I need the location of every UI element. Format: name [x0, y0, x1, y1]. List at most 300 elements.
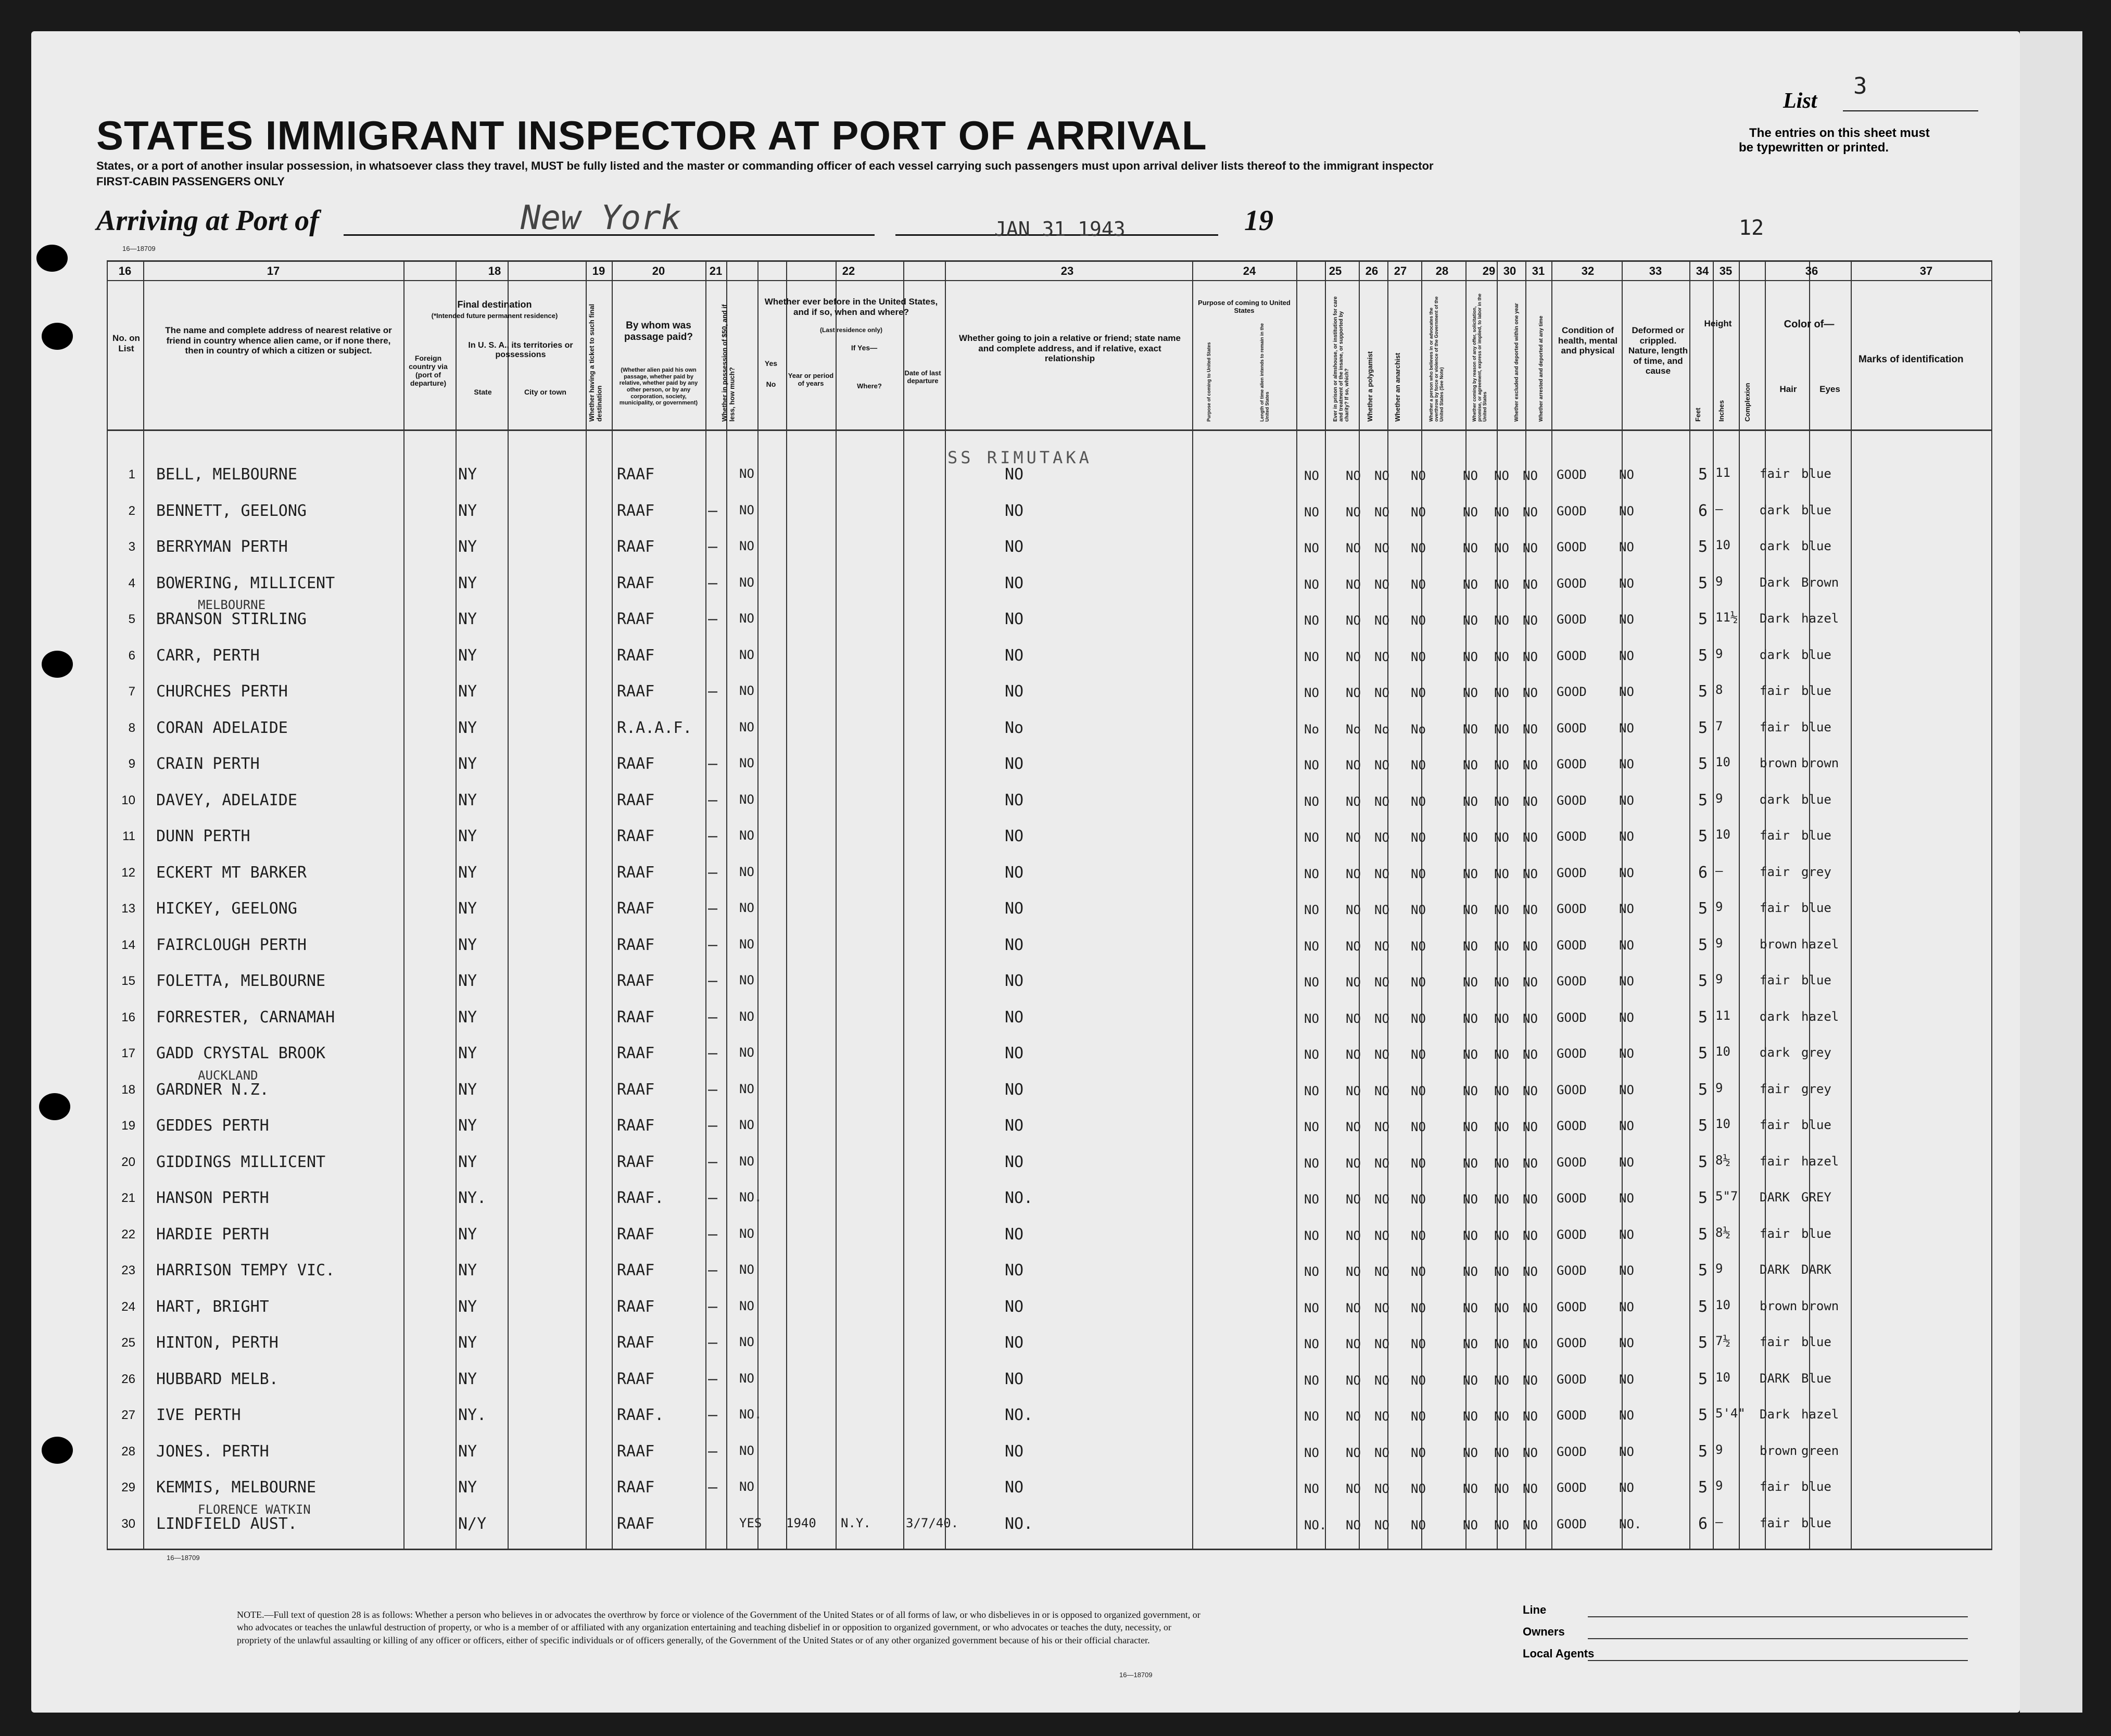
column-number: 28 — [1435, 264, 1449, 277]
list-label: List — [1783, 89, 1817, 113]
column-rule — [903, 260, 904, 1550]
anarchist-answer: NO — [1374, 1373, 1389, 1388]
q28-answer: NO — [1411, 686, 1426, 700]
joining-relative: NO. — [1005, 1189, 1033, 1207]
money-amount: — — [708, 935, 718, 954]
q29-answer: NO — [1463, 1517, 1478, 1532]
passenger-relative-address: LINDFIELD AUST. — [156, 1514, 297, 1533]
health-condition: GOOD — [1557, 1155, 1587, 1170]
column-rule — [1689, 260, 1690, 1550]
health-condition: GOOD — [1557, 1516, 1587, 1531]
passage-paid-by: RAAF — [617, 1442, 655, 1461]
q31-answer: NO — [1523, 1156, 1538, 1171]
polygamist-answer: NO — [1346, 613, 1361, 628]
hair-color: brown — [1760, 756, 1798, 770]
q31-answer: NO — [1523, 468, 1538, 483]
column-number: 17 — [267, 264, 280, 277]
q28-answer: NO — [1411, 794, 1426, 809]
passage-paid-by: RAAF — [617, 863, 655, 882]
polygamist-answer: NO — [1346, 1228, 1361, 1243]
destination-state: NY — [458, 755, 477, 773]
passage-paid-by: RAAF — [617, 1152, 655, 1171]
destination-state: NY — [458, 899, 477, 918]
money-amount: — — [708, 1080, 718, 1099]
height-feet: 5 — [1698, 1442, 1708, 1461]
q29-answer: NO — [1463, 468, 1478, 483]
height-feet: 5 — [1698, 574, 1708, 592]
polygamist-answer: NO — [1346, 939, 1361, 954]
passage-paid-by: RAAF — [617, 574, 655, 592]
joining-relative: NO. — [1005, 1514, 1033, 1533]
height-feet: 5 — [1698, 682, 1708, 701]
joining-relative: NO — [1005, 1117, 1024, 1135]
money-amount: — — [708, 1008, 718, 1027]
hair-color: Dark — [1760, 1407, 1790, 1422]
hair-color: fair — [1760, 683, 1790, 698]
before-in-us: NO — [739, 792, 754, 807]
polygamist-answer: NO — [1346, 1156, 1361, 1171]
prison-answer: NO — [1304, 1047, 1319, 1062]
column-number: 16 — [118, 264, 132, 277]
q31-answer: NO — [1523, 1300, 1538, 1315]
hair-color: brown — [1760, 1443, 1798, 1458]
health-condition: GOOD — [1557, 1082, 1587, 1097]
height-feet: 6 — [1698, 863, 1708, 882]
q29-answer: NO — [1463, 541, 1478, 555]
q29-answer: NO — [1463, 721, 1478, 737]
height-feet: 5 — [1698, 1406, 1708, 1424]
q29-answer: NO — [1463, 1120, 1478, 1134]
before-in-us: NO — [739, 1009, 754, 1024]
destination-state: NY — [458, 538, 477, 556]
header-no-on-list: No. on List — [112, 333, 140, 353]
passenger-relative-address-extra: AUCKLAND — [198, 1068, 258, 1083]
header-money: Whether in possession of $50, and if less, how much? — [720, 304, 736, 422]
before-in-us: NO. — [739, 1190, 762, 1205]
eye-color: blue — [1801, 1335, 1831, 1349]
header-length-of-time: Length of time alien intends to remain in the United States — [1259, 323, 1270, 422]
q29-answer: NO — [1463, 975, 1478, 990]
before-in-us: NO — [739, 756, 754, 770]
column-rule — [1296, 260, 1297, 1550]
destination-state: NY — [458, 1080, 477, 1099]
row-number: 16 — [121, 1010, 135, 1024]
height-inches: 11½ — [1715, 610, 1738, 625]
polygamist-answer: NO — [1346, 1011, 1361, 1026]
row-number: 28 — [121, 1444, 135, 1459]
joining-relative: NO — [1005, 610, 1024, 628]
deformed-answer: NO — [1619, 1046, 1634, 1061]
joining-relative: NO — [1005, 827, 1024, 845]
before-in-us: NO — [739, 719, 754, 734]
q30-answer: NO — [1494, 903, 1509, 917]
row-number: 9 — [128, 757, 135, 771]
row-number: 3 — [128, 540, 135, 554]
height-feet: 6 — [1698, 501, 1708, 520]
column-number: 19 — [592, 264, 605, 277]
q31-answer: NO — [1523, 721, 1538, 737]
joining-relative: NO — [1005, 1297, 1024, 1316]
polygamist-answer: NO — [1346, 1337, 1361, 1351]
column-rule — [1991, 260, 1992, 1550]
column-rule — [1325, 260, 1326, 1550]
height-feet: 5 — [1698, 1189, 1708, 1207]
row-number: 23 — [121, 1263, 135, 1277]
prison-answer: NO — [1304, 649, 1319, 664]
q31-answer: NO — [1523, 1517, 1538, 1532]
header-no: No — [766, 380, 776, 388]
column-number: 22 — [842, 264, 855, 277]
q31-answer: NO — [1523, 1409, 1538, 1424]
q29-answer: NO — [1463, 1481, 1478, 1496]
height-inches: 9 — [1715, 791, 1723, 806]
passenger-relative-address: BELL, MELBOURNE — [156, 465, 297, 484]
arriving-label: Arriving at Port of — [96, 205, 319, 237]
money-amount: — — [708, 1189, 718, 1207]
anarchist-answer: NO — [1374, 468, 1389, 483]
money-amount: — — [708, 1261, 718, 1279]
prison-answer: NO — [1304, 613, 1319, 628]
height-feet: 5 — [1698, 610, 1708, 628]
joining-relative: NO — [1005, 682, 1024, 701]
deformed-answer: NO — [1619, 1119, 1634, 1133]
passenger-relative-address: BRANSON STIRLING — [156, 610, 307, 628]
q30-answer: NO — [1494, 1192, 1509, 1207]
eye-color: grey — [1801, 864, 1831, 879]
owners-field — [1588, 1638, 1968, 1639]
form-number-footer: 16—18709 — [1119, 1671, 1153, 1679]
eye-color: blue — [1801, 1118, 1831, 1132]
height-feet: 5 — [1698, 718, 1708, 737]
passenger-relative-address: GARDNER N.Z. — [156, 1080, 269, 1099]
q30-answer: NO — [1494, 686, 1509, 700]
health-condition: GOOD — [1557, 974, 1587, 989]
q28-answer: NO — [1411, 1011, 1426, 1026]
prison-answer: NO — [1304, 939, 1319, 954]
health-condition: GOOD — [1557, 1372, 1587, 1387]
anarchist-answer: NO — [1374, 1517, 1389, 1532]
deformed-answer: NO — [1619, 937, 1634, 953]
date-stamp: JAN 31 1943 — [994, 218, 1126, 240]
q30-answer: NO — [1494, 577, 1509, 592]
row-number: 29 — [121, 1480, 135, 1494]
joining-relative: NO — [1005, 755, 1024, 773]
q31-answer: NO — [1523, 541, 1538, 555]
anarchist-answer: NO — [1374, 577, 1389, 592]
column-rule — [107, 260, 108, 1550]
header-hair: Hair — [1779, 384, 1797, 394]
joining-relative: NO — [1005, 1478, 1024, 1497]
height-feet: 5 — [1698, 646, 1708, 665]
q28-answer: NO — [1411, 1192, 1426, 1207]
height-feet: 5 — [1698, 899, 1708, 918]
deformed-answer: NO — [1619, 1263, 1634, 1278]
year-prefix: 19 — [1244, 205, 1273, 237]
q28-answer: NO — [1411, 1156, 1426, 1171]
eye-color: hazel — [1801, 1154, 1839, 1169]
passage-paid-by: RAAF — [617, 1008, 655, 1027]
q28-answer: NO — [1411, 649, 1426, 664]
header-passage-paid: By whom was passage paid? — [624, 320, 693, 343]
money-amount: — — [708, 1117, 718, 1135]
health-condition: GOOD — [1557, 1336, 1587, 1350]
height-feet: 5 — [1698, 1080, 1708, 1099]
anarchist-answer: NO — [1374, 830, 1389, 845]
eye-color: blue — [1801, 828, 1831, 843]
eye-color: hazel — [1801, 936, 1839, 952]
polygamist-answer: NO — [1346, 1047, 1361, 1062]
passage-paid-by: RAAF — [617, 827, 655, 845]
before-in-us: NO — [739, 502, 754, 517]
column-rule — [586, 260, 587, 1550]
hair-color: fair — [1760, 864, 1790, 879]
q30-answer: NO — [1494, 975, 1509, 990]
header-where: Where? — [857, 382, 882, 390]
q29-answer: NO — [1463, 577, 1478, 592]
passenger-relative-address: JONES. PERTH — [156, 1442, 269, 1461]
height-inches: 9 — [1715, 972, 1723, 986]
joining-relative: NO. — [1005, 1406, 1033, 1424]
health-condition: GOOD — [1557, 1191, 1587, 1206]
q31-answer: NO — [1523, 613, 1538, 628]
anarchist-answer: NO — [1374, 686, 1389, 700]
health-condition: GOOD — [1557, 865, 1587, 880]
q28-answer: NO — [1411, 577, 1426, 592]
q30-answer: NO — [1494, 866, 1509, 881]
hair-color: Dark — [1760, 575, 1790, 590]
q28-answer: NO — [1411, 541, 1426, 555]
row-number: 12 — [121, 865, 135, 880]
header-q29: Whether coming by reason of any offer, solicitation, promise, or agreement, express or implied, to labor in the United States — [1472, 293, 1487, 422]
height-inches: 8½ — [1715, 1225, 1730, 1240]
q31-answer: NO — [1523, 939, 1538, 954]
header-height: Height — [1704, 319, 1732, 328]
money-amount: — — [708, 1442, 718, 1461]
before-in-us: YES — [739, 1515, 762, 1530]
q29-answer: NO — [1463, 1192, 1478, 1207]
passage-paid-by: RAAF — [617, 1261, 655, 1279]
destination-state: NY. — [458, 1189, 487, 1207]
q29-answer: NO — [1463, 1011, 1478, 1026]
prison-answer: NO — [1304, 1300, 1319, 1315]
before-in-us: NO — [739, 1045, 754, 1060]
local-agents-field — [1588, 1660, 1968, 1661]
polygamist-answer: NO — [1346, 1481, 1361, 1496]
header-city: City or town — [524, 388, 566, 396]
column-number: 31 — [1532, 264, 1545, 277]
prison-answer: NO — [1304, 1409, 1319, 1424]
row-number: 8 — [128, 720, 135, 735]
eye-color: Brown — [1801, 575, 1839, 590]
polygamist-answer: NO — [1346, 468, 1361, 483]
header-polygamist: Whether a polygamist — [1366, 351, 1374, 422]
q28-answer: NO — [1411, 468, 1426, 483]
passenger-relative-address: HART, BRIGHT — [156, 1297, 269, 1316]
deformed-answer: NO — [1619, 648, 1634, 663]
anarchist-answer: NO — [1374, 1300, 1389, 1315]
height-inches: 9 — [1715, 1261, 1723, 1276]
question-28-note: NOTE.—Full text of question 28 is as follows: Whether a person who believes in or advocates the overthrow by force or violence of the Government of the United States or of all forms of law, or who disbelieves in or is opposed to organized government, or who advocates or teaches the unlawful destruction of property, or who is a member of or affiliated with any organization entertaining and teaching disbelief in or opposition to organized government, or who advocates or teaches the duty, necessity, or propriety of the unlawful assaulting or killing of any officer or officers, either of specific individuals or of officers generally, of the Government of the United States or of any other organized government because of his or their official character. — [237, 1610, 1200, 1645]
health-condition: GOOD — [1557, 540, 1587, 554]
height-feet: 5 — [1698, 1044, 1708, 1062]
anarchist-answer: NO — [1374, 1156, 1389, 1171]
column-number: 30 — [1503, 264, 1516, 277]
polygamist-answer: NO — [1346, 649, 1361, 664]
column-number: 36 — [1805, 264, 1818, 277]
hair-color: brown — [1760, 936, 1798, 952]
height-inches: 10 — [1715, 538, 1730, 552]
passenger-relative-address: GEDDES PERTH — [156, 1117, 269, 1135]
height-inches: 10 — [1715, 1117, 1730, 1131]
joining-relative: NO — [1005, 1370, 1024, 1388]
form-title: STATES IMMIGRANT INSPECTOR AT PORT OF ARRIVAL — [96, 112, 1207, 158]
q30-answer: NO — [1494, 1409, 1509, 1424]
polygamist-answer: NO — [1346, 1517, 1361, 1532]
polygamist-answer: NO — [1346, 1264, 1361, 1279]
prison-answer: NO — [1304, 686, 1319, 700]
money-amount: — — [708, 1152, 718, 1171]
prison-answer: NO — [1304, 1120, 1319, 1134]
passage-paid-by: RAAF — [617, 1514, 655, 1533]
height-feet: 5 — [1698, 1297, 1708, 1316]
q30-answer: NO — [1494, 1228, 1509, 1243]
height-feet: 5 — [1698, 1370, 1708, 1388]
row-number: 26 — [121, 1372, 135, 1386]
passenger-relative-address: FORRESTER, CARNAMAH — [156, 1008, 335, 1027]
passenger-relative-address: CHURCHES PERTH — [156, 682, 288, 701]
deformed-answer: NO — [1619, 1299, 1634, 1314]
passage-paid-by: RAAF. — [617, 1189, 664, 1207]
prison-answer: NO — [1304, 577, 1319, 592]
height-feet: 5 — [1698, 755, 1708, 773]
prison-answer: NO — [1304, 794, 1319, 809]
column-number: 27 — [1394, 264, 1407, 277]
typewritten-note-2: be typewritten or printed. — [1739, 141, 1889, 155]
line-field — [1588, 1616, 1968, 1617]
q29-answer: NO — [1463, 758, 1478, 772]
row-number: 7 — [128, 685, 135, 699]
height-inches: 9 — [1715, 574, 1723, 589]
eye-color: grey — [1801, 1081, 1831, 1096]
q30-answer: NO — [1494, 504, 1509, 519]
column-rule — [508, 260, 509, 1550]
header-joining-relative: Whether going to join a relative or friend; state name and complete address, and if relative, exact relationship — [958, 333, 1181, 364]
q28-answer: NO — [1411, 1445, 1426, 1460]
joining-relative: NO — [1005, 538, 1024, 556]
passenger-relative-address: DAVEY, ADELAIDE — [156, 791, 297, 809]
q30-answer: NO — [1494, 1264, 1509, 1279]
header-final-destination-note: (*Intended future permanent residence) — [431, 312, 558, 320]
q29-answer: NO — [1463, 794, 1478, 809]
deformed-answer: NO — [1619, 503, 1634, 518]
q31-answer: NO — [1523, 830, 1538, 845]
passage-paid-by: RAAF — [617, 1117, 655, 1135]
before-in-us: NO — [739, 1081, 754, 1096]
height-feet: 5 — [1698, 935, 1708, 954]
header-complexion: Complexion — [1743, 383, 1751, 422]
before-in-us-where: N.Y. — [841, 1515, 871, 1530]
table-bottom-rule — [107, 1549, 1991, 1550]
first-cabin-label: FIRST-CABIN PASSENGERS ONLY — [96, 175, 285, 188]
health-condition: GOOD — [1557, 685, 1587, 699]
q29-answer: NO — [1463, 649, 1478, 664]
header-date-departure: Date of last departure — [904, 369, 941, 385]
prison-answer: NO — [1304, 903, 1319, 917]
health-condition: GOOD — [1557, 1010, 1587, 1025]
passenger-relative-address-extra: FLORENCE WATKIN — [198, 1502, 311, 1517]
destination-state: NY — [458, 1152, 477, 1171]
deformed-answer: NO — [1619, 612, 1634, 627]
eye-color: Blue — [1801, 1371, 1831, 1386]
destination-state: NY — [458, 610, 477, 628]
deformed-answer: NO — [1619, 1480, 1634, 1495]
height-inches: — — [1715, 501, 1723, 516]
eye-color: brown — [1801, 1298, 1839, 1313]
column-number: 34 — [1696, 264, 1709, 277]
passage-paid-by: RAAF — [617, 465, 655, 484]
q31-answer: NO — [1523, 1481, 1538, 1496]
destination-state: NY — [458, 827, 477, 845]
column-rule — [143, 260, 144, 1550]
q30-answer: NO — [1494, 1481, 1509, 1496]
height-inches: 9 — [1715, 899, 1723, 914]
money-amount: — — [708, 1225, 718, 1244]
eye-color: blue — [1801, 466, 1831, 481]
prison-answer: No — [1304, 721, 1319, 737]
height-inches: 10 — [1715, 1044, 1730, 1059]
money-amount: — — [708, 501, 718, 520]
before-in-us-date: 3/7/40. — [906, 1515, 959, 1530]
deformed-answer: NO — [1619, 1227, 1634, 1242]
q31-answer: NO — [1523, 1445, 1538, 1460]
anarchist-answer: NO — [1374, 758, 1389, 772]
q30-answer: NO — [1494, 758, 1509, 772]
joining-relative: NO — [1005, 1044, 1024, 1062]
health-condition: GOOD — [1557, 1299, 1587, 1314]
height-inches: 5"7 — [1715, 1189, 1738, 1203]
q28-answer: NO — [1411, 1409, 1426, 1424]
q31-answer: NO — [1523, 794, 1538, 809]
passenger-relative-address: IVE PERTH — [156, 1406, 241, 1424]
before-in-us: NO — [739, 539, 754, 553]
passage-paid-by: RAAF — [617, 935, 655, 954]
passage-paid-by: RAAF — [617, 682, 655, 701]
before-in-us: NO — [739, 683, 754, 698]
q31-answer: NO — [1523, 504, 1538, 519]
anarchist-answer: NO — [1374, 649, 1389, 664]
eye-color: brown — [1801, 756, 1839, 770]
prison-answer: NO — [1304, 1011, 1319, 1026]
destination-state: NY — [458, 1370, 477, 1388]
height-feet: 5 — [1698, 972, 1708, 990]
passenger-relative-address: HANSON PERTH — [156, 1189, 269, 1207]
q28-answer: NO — [1411, 903, 1426, 917]
row-number: 14 — [121, 937, 135, 952]
passage-paid-by: RAAF — [617, 538, 655, 556]
header-deformed: Deformed or crippled. Nature, length of time, and cause — [1628, 325, 1688, 376]
anarchist-answer: NO — [1374, 794, 1389, 809]
passage-paid-by: RAAF — [617, 610, 655, 628]
passenger-relative-address: CARR, PERTH — [156, 646, 260, 665]
joining-relative: No — [1005, 718, 1024, 737]
underlying-sheet-edge — [2020, 31, 2082, 1713]
q30-answer: NO — [1494, 649, 1509, 664]
passenger-relative-address: CORAN ADELAIDE — [156, 718, 288, 737]
before-in-us: NO — [739, 1226, 754, 1241]
prison-answer: NO — [1304, 758, 1319, 772]
height-inches: 10 — [1715, 755, 1730, 769]
deformed-answer: NO — [1619, 1372, 1634, 1387]
